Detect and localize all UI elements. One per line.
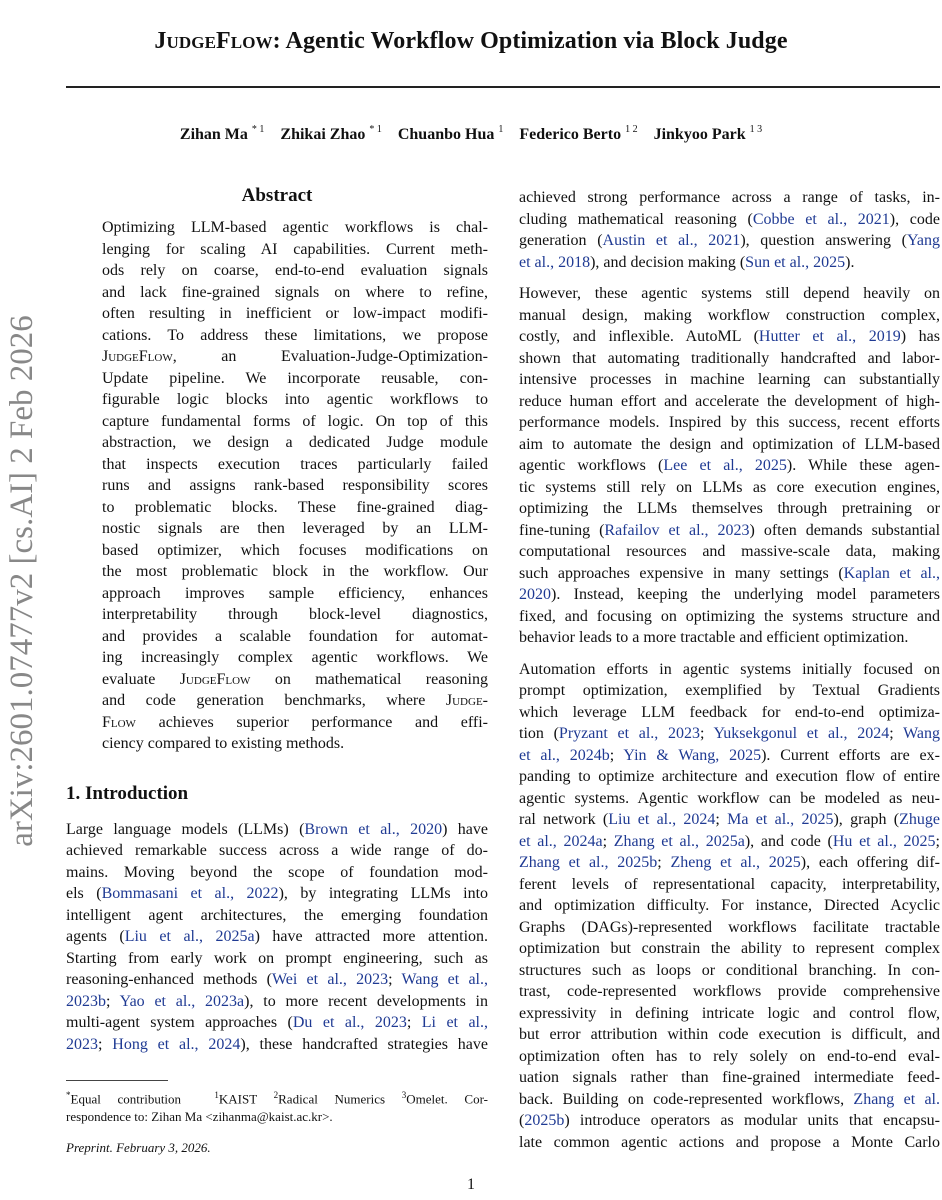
author-4: Federico Berto $^{1 2}$: [519, 124, 638, 143]
intro-paragraph-continued: achieved strong performance across a range of tasks, in- cluding mathematical reasoning (Cobbe et al., 2021), code generation (Austin et al., 2021), question answering (Yang et al., 2018), and decision making (Sun et al., 2025).: [519, 189, 941, 271]
footnote-rule: [66, 1080, 168, 1081]
intro-paragraph-3: Automation efforts in agentic systems initially focused on prompt optimization, exemplified by Textual Gradients which leverage LLM feedback for end-to-end optimiza- tion (Pryzant et al., 2023; Yuksekgonul et al., 2024; Wang et al., 2024b; Yin & Wang, 2025). Current efforts are ex- panding to optimize architecture and execution flow of entire agentic systems. Agentic workflow can be modeled as neu- ral network (Liu et al., 2024; Ma et al., 2025), graph (Zhuge et al., 2024a; Zhang et al., 2025a), and code (Hu et al., 2025; Zhang et al., 2025b; Zheng et al., 2025), each offering dif- ferent levels of representational capacity, interpretability, and optimization difficulty. For instance, Directed Acyclic Graphs (DAGs)-represented workflows facilitate tractable optimization but constrain the ability to represent complex structures such as loops or conditional branching. In con- trast, code-represented workflows provide comprehensive expressivity in defining intricate logic and control flow, but error attribution within code execution is difficult, and optimization often has to rely solely on end-to-end eval- uation signals rather than fine-grained intermediate feed- back. Building on code-represented workflows, Zhang et al. (2025b) introduce operators as modular units that encapsu- late common agentic actions and propose a Monte Carlo: [519, 660, 941, 1151]
intro-paragraph-2: However, these agentic systems still depend heavily on manual design, making workflow construction complex, costly, and inflexible. AutoML (Hutter et al., 2019) has shown that automating traditionally handcrafted and labor- intensive processes in machine learning can substantially reduce human effort and accelerate the development of high- performance models. Inspired by this success, recent efforts aim to automate the design and optimization of LLM-based agentic workflows (Lee et al., 2025). While these agen- tic systems still rely on LLMs as core execution engines, optimizing the LLMs themselves through pretraining or fine-tuning (Rafailov et al., 2023) often demands substantial computational resources and massive-scale data, making such approaches expensive in many settings (Kaplan et al., 2020). Instead, keeping the underlying model parameters fixed, and focusing on optimizing the systems structure and behavior leads to a more tractable and efficient optimization.: [519, 285, 941, 646]
author-5: Jinkyoo Park $^{1 3}$: [653, 124, 763, 143]
author-3: Chuanbo Hua $^1$: [397, 124, 504, 143]
left-column: [66, 183, 488, 1065]
section-heading-introduction: 1. Introduction: [66, 782, 189, 804]
page-number: 1: [467, 1176, 475, 1193]
author-list: [0, 124, 942, 144]
intro-paragraph: Large language models (LLMs) (Brown et al., 2020) have achieved remarkable success across a wide range of do- mains. Moving beyond the scope of foundation mod- els (Bommasani et al., 2022), by integrating LLMs into intelligent agent architectures, the emerging foundation agents (Liu et al., 2025a) have attracted more attention. Starting from early work on prompt engineering, such as reasoning-enhanced methods (Wei et al., 2023; Wang et al., 2023b; Yao et al., 2023a), to more recent developments in multi-agent system approaches (Du et al., 2023; Li et al., 2023; Hong et al., 2024), these handcrafted strategies have: [66, 820, 489, 1053]
arxiv-stamp: arXiv:2601.07477v2 [cs.AI] 2 Feb 2026: [4, 315, 40, 847]
right-column: [519, 187, 940, 1163]
author-2: Zhikai Zhao $^{* 1}$: [280, 124, 382, 143]
abstract-body: Optimizing LLM-based agentic workflows is chal- lenging for scaling AI capabilities. Current meth- ods rely on coarse, end-to-end evaluation signals and lack fine-grained signals on where to refine, often resulting in inefficient or low-impact modifi- cations. To address these limitations, we propose JudgeFlow, an Evaluation-Judge-Optimization- Update pipeline. We incorporate reusable, con- figurable logic blocks into agentic workflows to capture fundamental forms of logic. On top of this abstraction, we design a dedicated Judge module that inspects execution traces particularly failed runs and assigns rank-based responsibility scores to problematic blocks. These fine-grained diag- nostic signals are then leveraged by an LLM- based optimizer, which focuses modifications on the most problematic block in the workflow. Our approach improves sample efficiency, enhances interpretability through block-level diagnostics, and provides a scalable foundation for automat- ing increasingly complex agentic workflows. We evaluate JudgeFlow on mathematical reasoning and code generation benchmarks, where Judge- Flow achieves superior performance and effi- ciency compared to existing methods.: [102, 219, 489, 752]
paper-title: JudgeFlow: Agentic Workflow Optimization via Block Judge: [154, 28, 788, 54]
author-1: Zihan Ma $^{* 1}$: [179, 124, 265, 143]
preprint-note: Preprint. February 3, 2026.: [66, 1140, 211, 1155]
abstract-heading: Abstract: [241, 185, 313, 206]
title-top-rule: [66, 86, 940, 88]
footnote: *Equal contribution $^1$KAIST $^2$Radical Numerics $^3$Omelet. Cor- respondence to: Zihan Ma <zihanma@kaist.ac.kr>.: [66, 1090, 488, 1125]
